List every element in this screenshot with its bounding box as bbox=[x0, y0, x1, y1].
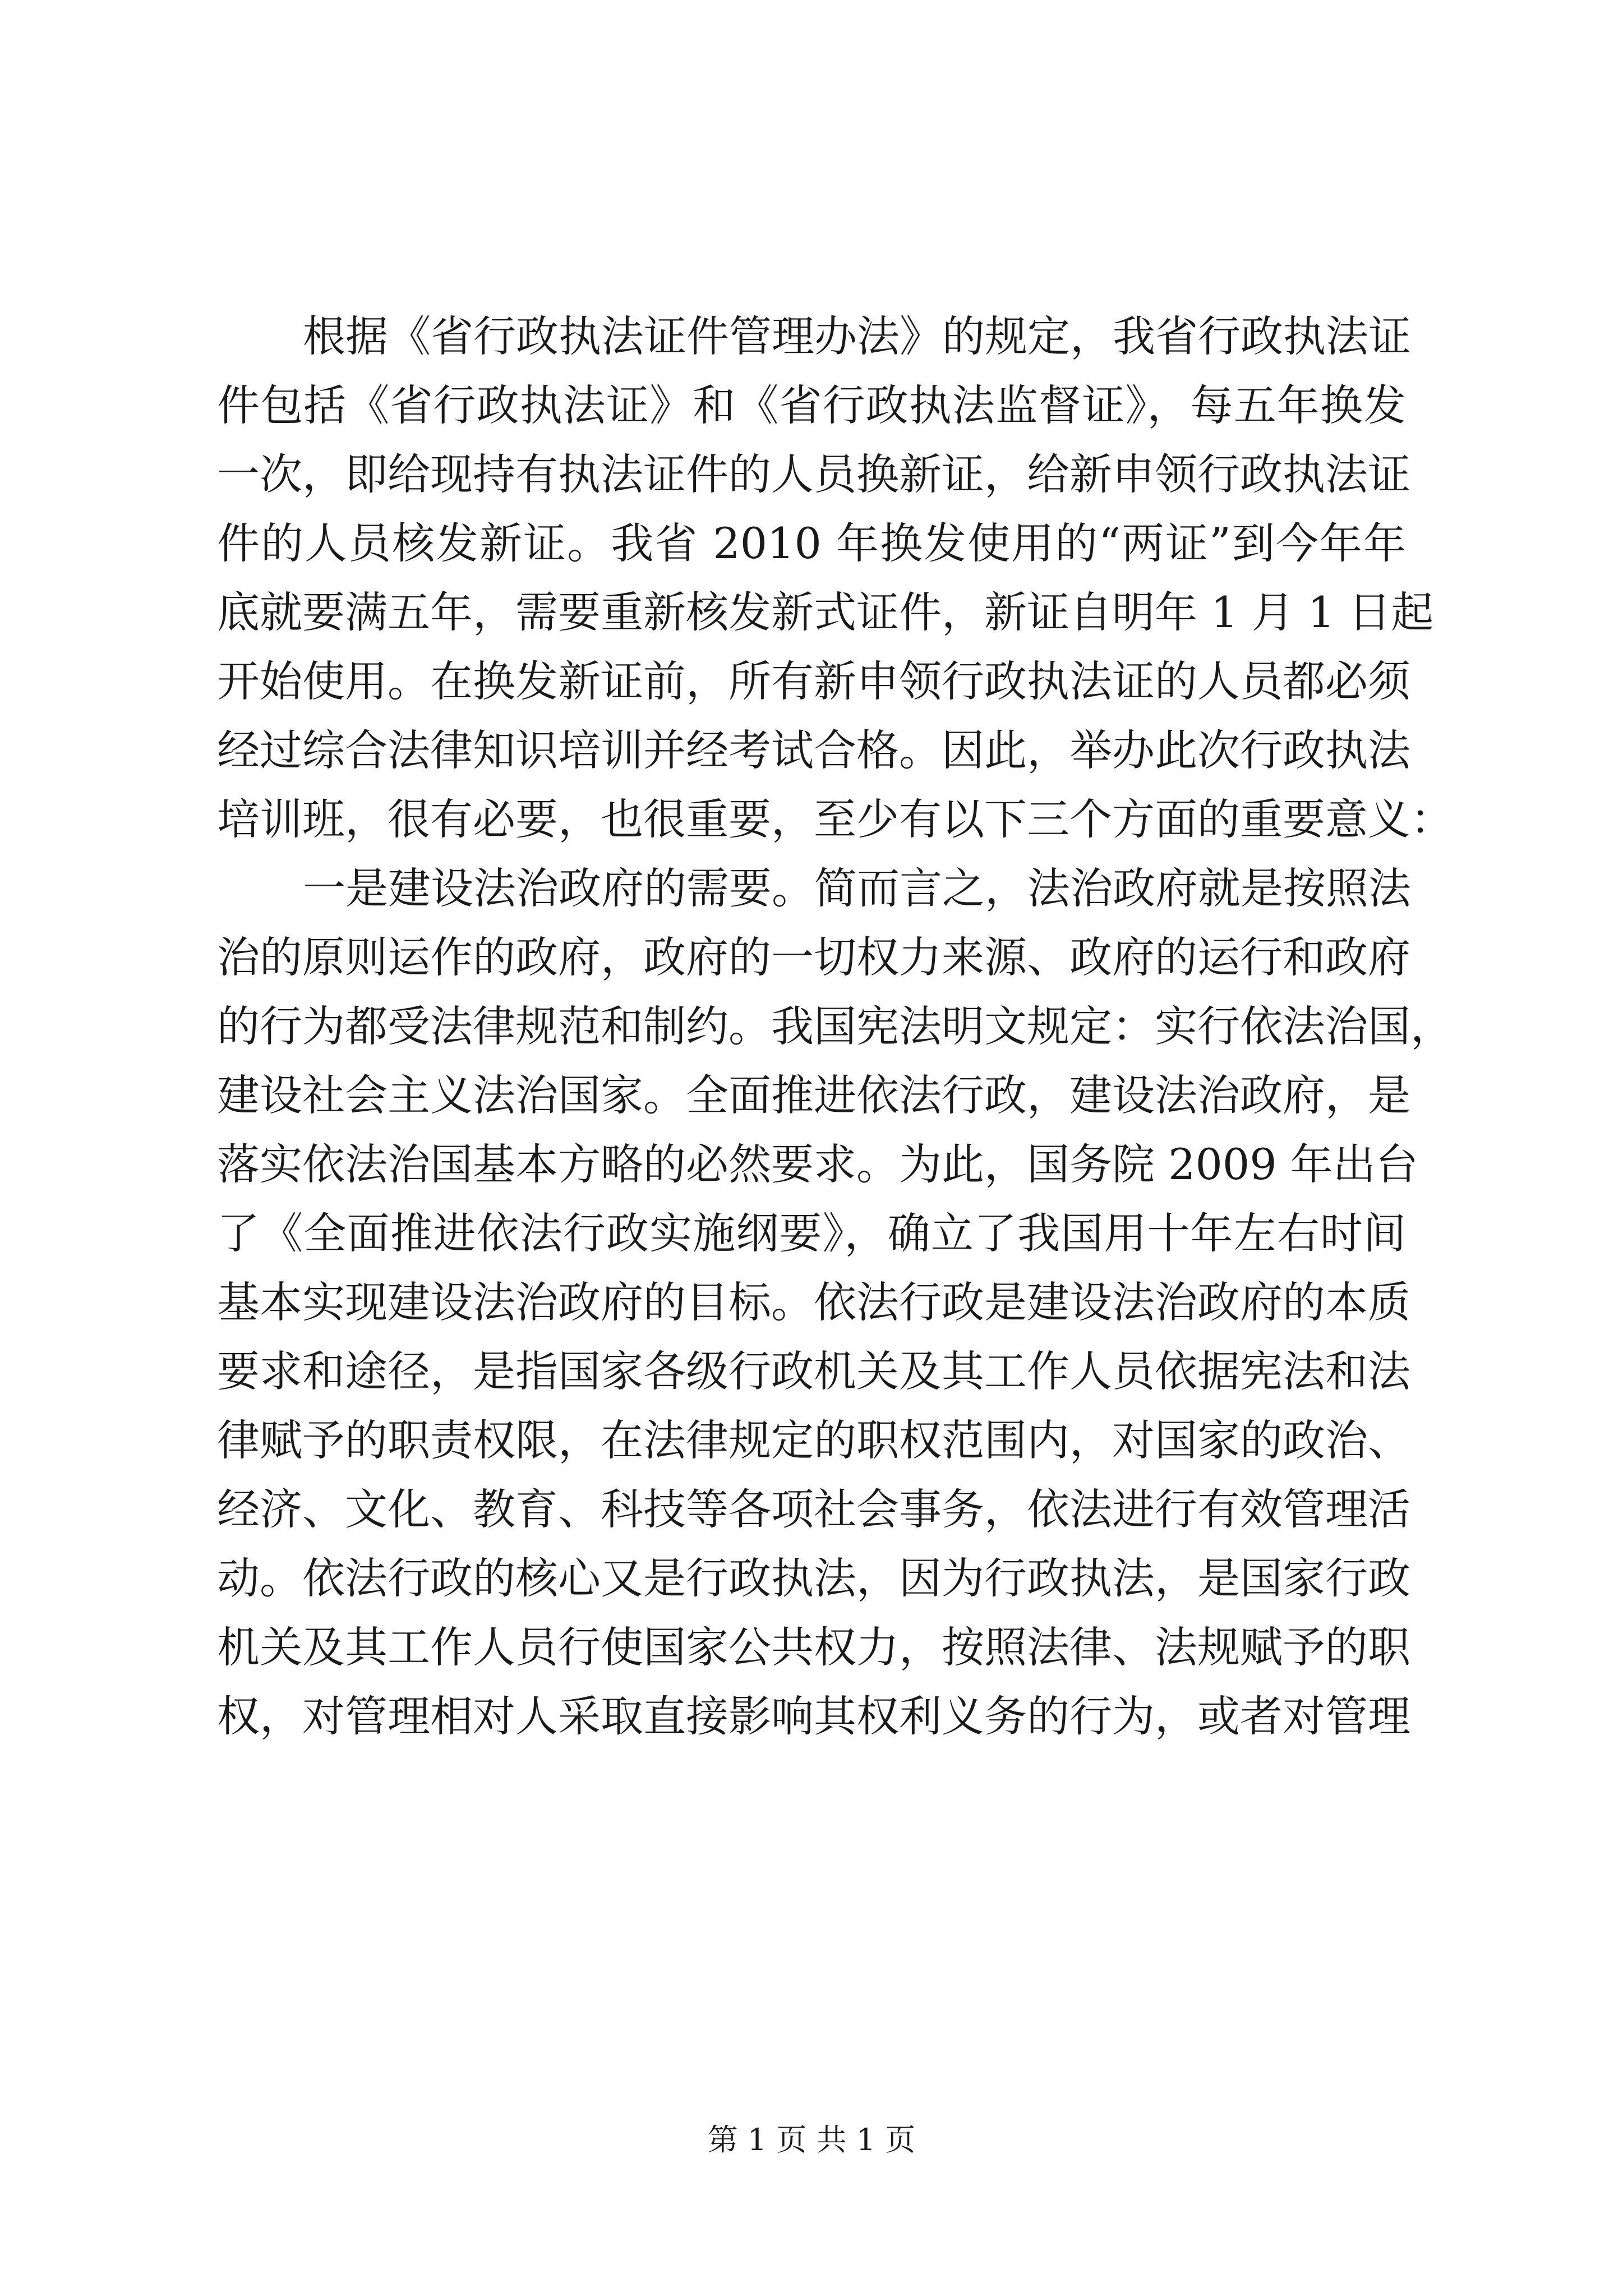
paragraph-2-line-10: 经济、文化、教育、科技等各项社会事务，依法进行有效管理活 bbox=[217, 1484, 1410, 1534]
paragraph-2-line-7: 基本实现建设法治政府的目标。依法行政是建设法治政府的本质 bbox=[217, 1277, 1410, 1327]
paragraph-2-line-2: 治的原则运作的政府，政府的一切权力来源、政府的运行和政府 bbox=[217, 932, 1410, 982]
paragraph-2-line-13: 权，对管理相对人采取直接影响其权利义务的行为，或者对管理 bbox=[217, 1691, 1410, 1741]
paragraph-2-line-9: 律赋予的职责权限，在法律规定的职权范围内，对国家的政治、 bbox=[217, 1415, 1410, 1465]
paragraph-1-line-6: 开始使用。在换发新证前，所有新申领行政执法证的人员都必须 bbox=[217, 656, 1410, 706]
paragraph-2-line-8: 要求和途径，是指国家各级行政机关及其工作人员依据宪法和法 bbox=[217, 1346, 1410, 1396]
paragraph-1-line-5: 底就要满五年，需要重新核发新式证件，新证自明年 1 月 1 日起 bbox=[217, 587, 1434, 637]
paragraph-1-line-1: 根据《省行政执法证件管理办法》的规定，我省行政执法证 bbox=[303, 311, 1411, 361]
paragraph-1-line-3: 一次，即给现持有执法证件的人员换新证，给新申领行政执法证 bbox=[217, 449, 1410, 499]
paragraph-2-line-1: 一是建设法治政府的需要。简而言之，法治政府就是按照法 bbox=[303, 863, 1411, 913]
paragraph-1-line-4: 件的人员核发新证。我省 2010 年换发使用的“两证”到今年年 bbox=[217, 518, 1406, 568]
paragraph-2-line-12: 机关及其工作人员行使国家公共权力，按照法律、法规赋予的职 bbox=[217, 1622, 1410, 1672]
paragraph-1-line-7: 经过综合法律知识培训并经考试合格。因此，举办此次行政执法 bbox=[217, 725, 1410, 775]
paragraph-2-line-5: 落实依法治国基本方略的必然要求。为此，国务院 2009 年出台 bbox=[217, 1139, 1418, 1189]
paragraph-1-line-8: 培训班，很有必要，也很重要，至少有以下三个方面的重要意义： bbox=[217, 794, 1453, 844]
paragraph-1-line-2: 件包括《省行政执法证》和《省行政执法监督证》，每五年换发 bbox=[217, 380, 1406, 430]
paragraph-2-line-4: 建设社会主义法治国家。全面推进依法行政，建设法治政府，是 bbox=[217, 1070, 1410, 1120]
paragraph-2-line-6: 了《全面推进依法行政实施纲要》，确立了我国用十年左右时间 bbox=[217, 1208, 1406, 1258]
paragraph-2-line-11: 动。依法行政的核心又是行政执法，因为行政执法，是国家行政 bbox=[217, 1553, 1410, 1603]
paragraph-2-line-3: 的行为都受法律规范和制约。我国宪法明文规定：实行依法治国， bbox=[217, 1001, 1453, 1051]
page-footer: 第 1 页 共 1 页 bbox=[707, 2122, 916, 2157]
